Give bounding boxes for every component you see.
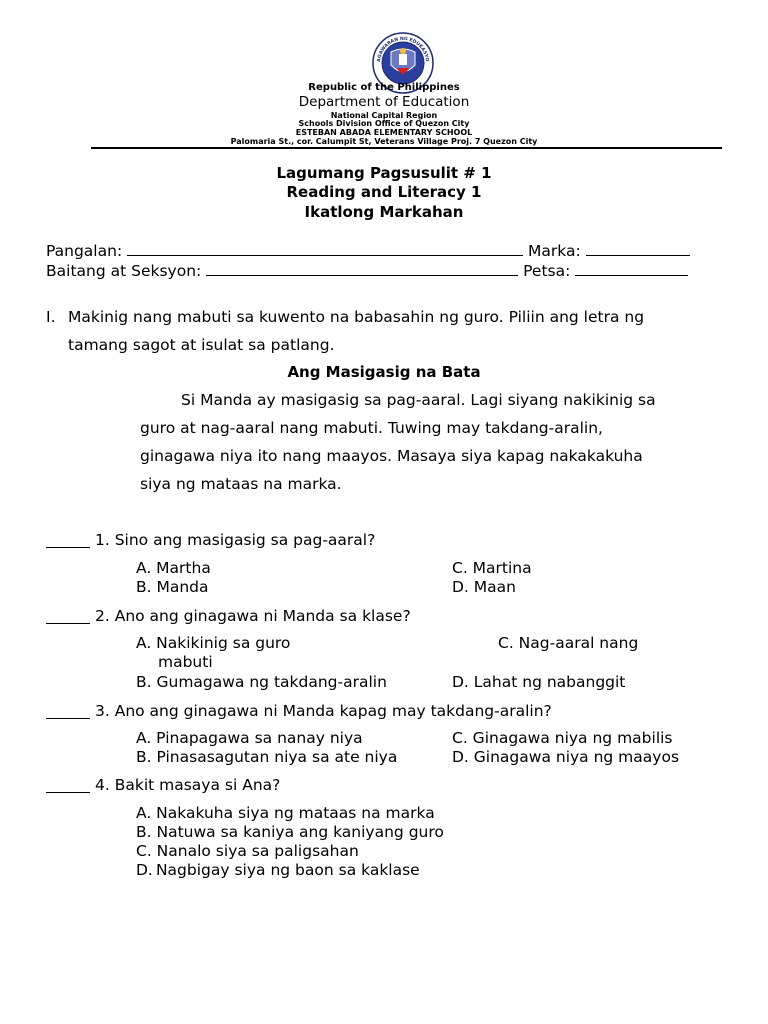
question-2: 2. Ano ang ginagawa ni Manda sa klase?	[95, 607, 411, 625]
instruction-line-1: Makinig nang mabuti sa kuwento na babasahin ng guro. Piliin ang letra ng	[68, 308, 645, 326]
grade-row	[46, 261, 688, 280]
score-label: Marka:	[528, 242, 581, 260]
name-label: Pangalan:	[46, 242, 123, 260]
question-1: 1. Sino ang masigasig sa pag-aaral?	[95, 531, 376, 549]
q4-option-b: B. Natuwa sa kaniya ang kaniyang guro	[136, 823, 444, 841]
school-line: ESTEBAN ABADA ELEMENTARY SCHOOL	[295, 128, 473, 137]
story-line: ginagawa niya ito nang maayos. Masaya siya kapag nakakakuha	[140, 447, 643, 465]
instruction-line-2: tamang sagot at isulat sa patlang.	[68, 336, 335, 354]
q3-option-a: A. Pinapagawa sa nanay niya	[136, 729, 363, 747]
address-line: Palomaria St., cor. Calumpit St, Veterans Village Proj. 7 Quezon City	[230, 137, 538, 146]
header-divider	[91, 147, 722, 149]
date-field[interactable]	[575, 261, 688, 276]
q2-option-a: A. Nakikinig sa guro	[136, 634, 291, 652]
story-line: guro at nag-aaral nang mabuti. Tuwing may takdang-aralin,	[140, 419, 603, 437]
name-row	[46, 241, 690, 260]
answer-blank-1[interactable]	[46, 533, 90, 548]
story-line: siya ng mataas na marka.	[140, 475, 342, 493]
q4-option-d: D. Nagbigay siya ng baon sa kaklase	[136, 861, 420, 879]
score-field[interactable]	[586, 241, 690, 256]
department-line: Department of Education	[298, 94, 470, 110]
q1-option-b: B. Manda	[136, 578, 209, 596]
instruction-number: I.	[46, 308, 56, 326]
question-3: 3. Ano ang ginagawa ni Manda kapag may takdang-aralin?	[95, 702, 552, 720]
q4-option-c: C. Nanalo siya sa paligsahan	[136, 842, 359, 860]
answer-blank-4[interactable]	[46, 778, 90, 793]
q2-option-a-continued: mabuti	[158, 653, 213, 671]
q3-option-c: C. Ginagawa niya ng mabilis	[452, 729, 673, 747]
name-field[interactable]	[127, 241, 523, 256]
answer-blank-2[interactable]	[46, 609, 90, 624]
q3-option-d: D. Ginagawa niya ng maayos	[452, 748, 680, 766]
question-4: 4. Bakit masaya si Ana?	[95, 776, 281, 794]
answer-blank-3[interactable]	[46, 704, 90, 719]
grade-field[interactable]	[206, 261, 518, 276]
story-title: Ang Masigasig na Bata	[287, 363, 481, 381]
quarter-title: Ikatlong Markahan	[304, 203, 464, 221]
q2-option-d: D. Lahat ng nabanggit	[452, 673, 626, 691]
q1-option-d: D. Maan	[452, 578, 516, 596]
q1-option-c: C. Martina	[452, 559, 532, 577]
q4-option-a: A. Nakakuha siya ng mataas na marka	[136, 804, 435, 822]
region-line: National Capital Region	[330, 111, 438, 120]
q2-option-b: B. Gumagawa ng takdang-aralin	[136, 673, 387, 691]
q3-option-b: B. Pinasasagutan niya sa ate niya	[136, 748, 398, 766]
exam-title: Lagumang Pagsusulit # 1	[276, 164, 492, 182]
subject-title: Reading and Literacy 1	[286, 183, 482, 201]
q1-option-a: A. Martha	[136, 559, 211, 577]
story-line: Si Manda ay masigasig sa pag-aaral. Lagi siyang nakikinig sa	[181, 391, 656, 409]
date-label: Petsa:	[523, 262, 571, 280]
q2-option-c: C. Nag-aaral nang	[498, 634, 639, 652]
republic-line: Republic of the Philippines	[308, 82, 460, 93]
grade-label: Baitang at Seksyon:	[46, 262, 202, 280]
seal-text: AGAWARAN NG EDUKASYO	[376, 36, 430, 63]
division-line: Schools Division Office of Quezon City	[298, 119, 470, 128]
